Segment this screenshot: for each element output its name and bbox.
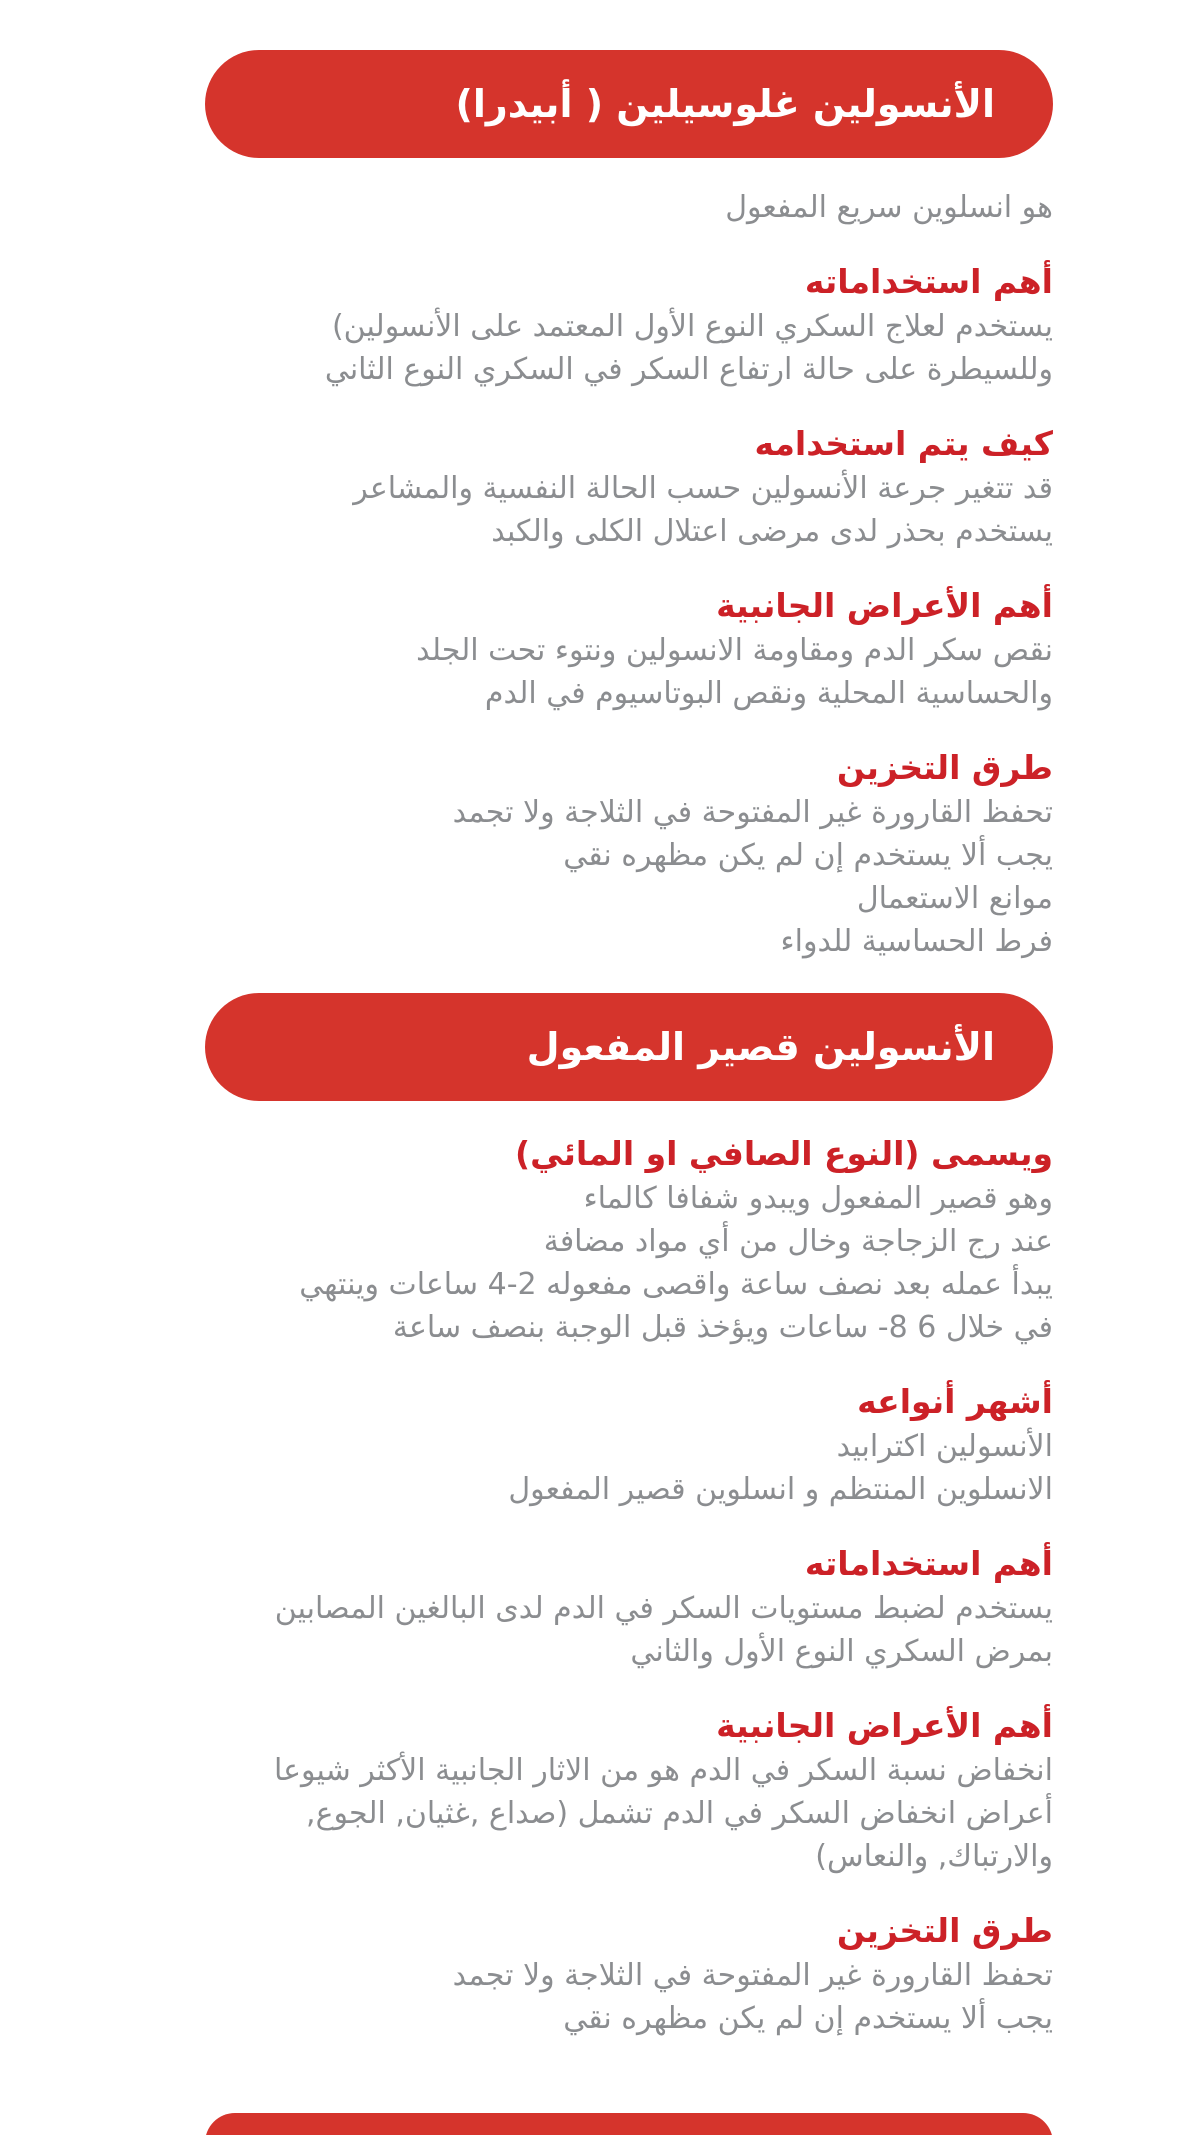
uses-heading-2: أهم استخداماته [804, 1544, 1053, 1583]
side-effects-block-1 [205, 583, 1053, 715]
naming-block [205, 1131, 1053, 1349]
storage-block-1 [205, 745, 1053, 963]
body-line: قد تتغير جرعة الأنسولين حسب الحالة النفسية والمشاعر [353, 471, 1053, 506]
body-line: بمرض السكري النوع الأول والثاني [630, 1634, 1053, 1669]
body-line: نقص سكر الدم ومقاومة الانسولين ونتوء تحت الجلد [416, 633, 1053, 668]
body-line: تحفظ القارورة غير المفتوحة في الثلاجة ولا تجمد [452, 1958, 1053, 1993]
body-line: يستخدم بحذر لدى مرضى اعتلال الكلى والكبد [491, 514, 1053, 549]
body-line: موانع الاستعمال [856, 881, 1053, 916]
section1-title: الأنسولين غلوسيلين ( أبيدرا) [455, 82, 995, 126]
famous-types-heading: أشهر أنواعه [857, 1382, 1053, 1421]
body-line: والارتباك, والنعاس) [815, 1839, 1053, 1874]
body-line: وللسيطرة على حالة ارتفاع السكر في السكري النوع الثاني [324, 352, 1053, 387]
content-column [205, 0, 1053, 2040]
storage-heading-2: طرق التخزين [836, 1911, 1053, 1950]
section2-title: الأنسولين قصير المفعول [526, 1025, 995, 1069]
how-to-use-block [205, 421, 1053, 553]
next-section-banner-partial [205, 2113, 1053, 2135]
storage-block-2 [205, 1908, 1053, 2040]
storage-heading-1: طرق التخزين [836, 748, 1053, 787]
body-line: يستخدم لضبط مستويات السكر في الدم لدى البالغين المصابين [274, 1591, 1053, 1626]
body-line: الأنسولين اكترابيد [836, 1429, 1053, 1464]
uses-heading-1: أهم استخداماته [804, 262, 1053, 301]
how-to-use-heading: كيف يتم استخدامه [754, 424, 1053, 463]
side-effects-heading-1: أهم الأعراض الجانبية [716, 586, 1053, 625]
body-line: في خلال 6 8- ساعات ويؤخذ قبل الوجبة بنصف ساعة [392, 1310, 1053, 1345]
uses-block-1 [205, 259, 1053, 391]
body-line: يستخدم لعلاج السكري النوع الأول المعتمد على الأنسولين) [331, 309, 1053, 344]
body-line: فرط الحساسية للدواء [780, 924, 1053, 959]
section2-title-banner [205, 993, 1053, 1101]
body-line: وهو قصير المفعول ويبدو شفافا كالماء [583, 1181, 1053, 1216]
body-line: عند رج الزجاجة وخال من أي مواد مضافة [543, 1224, 1053, 1259]
side-effects-heading-2: أهم الأعراض الجانبية [716, 1706, 1053, 1745]
body-line: انخفاض نسبة السكر في الدم هو من الاثار الجانبية الأكثر شيوعا [274, 1753, 1053, 1788]
naming-heading: ويسمى (النوع الصافي او المائي) [515, 1134, 1053, 1173]
body-line: يجب ألا يستخدم إن لم يكن مظهره نقي [563, 838, 1053, 873]
body-line: والحساسية المحلية ونقص البوتاسيوم في الدم [484, 676, 1053, 711]
side-effects-block-2 [205, 1703, 1053, 1878]
uses-block-2 [205, 1541, 1053, 1673]
body-line: تحفظ القارورة غير المفتوحة في الثلاجة ولا تجمد [452, 795, 1053, 830]
famous-types-block [205, 1379, 1053, 1511]
section1-title-banner [205, 50, 1053, 158]
body-line: الانسلوين المنتظم و انسلوين قصير المفعول [508, 1472, 1053, 1507]
body-line: أعراض انخفاض السكر في الدم تشمل (صداع ,غثيان, الجوع, [306, 1796, 1053, 1831]
body-line: يبدأ عمله بعد نصف ساعة واقصى مفعوله 2-4 ساعات وينتهي [299, 1267, 1053, 1302]
intro-line: هو انسلوين سريع المفعول [725, 190, 1053, 225]
body-line: يجب ألا يستخدم إن لم يكن مظهره نقي [563, 2001, 1053, 2036]
